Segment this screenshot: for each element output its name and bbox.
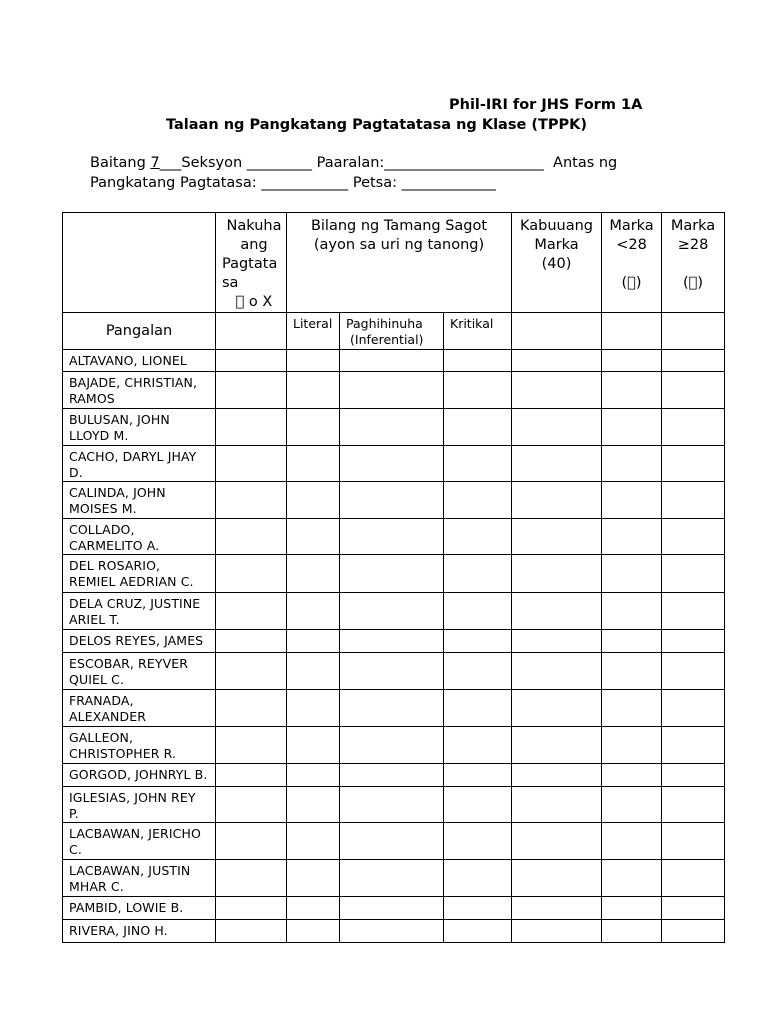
table-row [63, 727, 725, 764]
kabuuang-cell[interactable] [512, 372, 602, 409]
marka-ge28-cell[interactable] [662, 446, 725, 482]
header-paghihinuha: Paghihinuha (Inferential) [340, 313, 444, 350]
marka-lt28-cell[interactable] [602, 482, 662, 519]
student-name: CACHO, DARYL JHAY D. [63, 446, 216, 482]
nakuha-cell[interactable] [216, 787, 287, 823]
marka-lt28-cell[interactable] [602, 409, 662, 446]
paghihinuha-cell[interactable] [340, 823, 444, 860]
nakuha-cell[interactable] [216, 555, 287, 593]
marka-lt28-cell[interactable] [602, 897, 662, 920]
student-name: COLLADO, CARMELITO A. [63, 519, 216, 555]
marka-ge28-cell[interactable] [662, 727, 725, 764]
kabuuang-cell[interactable] [512, 764, 602, 787]
paghihinuha-cell[interactable] [340, 690, 444, 727]
marka-lt28-cell[interactable] [602, 555, 662, 593]
kritikal-cell[interactable] [444, 372, 512, 409]
kritikal-cell[interactable] [444, 630, 512, 653]
kabuuang-cell[interactable] [512, 860, 602, 897]
paghihinuha-cell[interactable] [340, 897, 444, 920]
baitang-label: Baitang [90, 155, 151, 171]
marka-ge28-cell[interactable] [662, 630, 725, 653]
form-code: Phil-IRI for JHS Form 1A [449, 97, 643, 113]
literal-cell[interactable] [287, 350, 340, 372]
kabuuang-cell[interactable] [512, 630, 602, 653]
paghihinuha-cell[interactable] [340, 555, 444, 593]
kabuuang-cell[interactable] [512, 350, 602, 372]
nakuha-cell[interactable] [216, 823, 287, 860]
kritikal-cell[interactable] [444, 690, 512, 727]
marka-ge28-cell[interactable] [662, 409, 725, 446]
marka-lt28-cell[interactable] [602, 860, 662, 897]
marka-ge28-cell[interactable] [662, 593, 725, 630]
nakuha-cell[interactable] [216, 920, 287, 943]
info-line-2: Pangkatang Pagtatasa: ____________ Petsa: _____________ [90, 175, 496, 191]
nakuha-cell[interactable] [216, 630, 287, 653]
table-row [63, 482, 725, 519]
kabuuang-cell[interactable] [512, 653, 602, 690]
kritikal-cell[interactable] [444, 446, 512, 482]
marka-lt28-cell[interactable] [602, 519, 662, 555]
student-name: DELA CRUZ, JUSTINE ARIEL T. [63, 593, 216, 630]
kabuuang-cell[interactable] [512, 593, 602, 630]
marka-lt28-cell[interactable] [602, 372, 662, 409]
kabuuang-cell[interactable] [512, 555, 602, 593]
marka-lt28-cell[interactable] [602, 764, 662, 787]
nakuha-cell[interactable] [216, 482, 287, 519]
marka-lt28-cell[interactable] [602, 787, 662, 823]
paghihinuha-cell[interactable] [340, 630, 444, 653]
subheader-blank-cell [512, 313, 602, 350]
header-marka-ge28: Marka ≥28 ( ) [662, 213, 725, 313]
header-kritikal: Kritikal [444, 313, 512, 350]
nakuha-cell[interactable] [216, 764, 287, 787]
kritikal-cell[interactable] [444, 920, 512, 943]
table-row [63, 823, 725, 860]
kritikal-cell[interactable] [444, 593, 512, 630]
student-name: LACBAWAN, JERICHO C. [63, 823, 216, 860]
kabuuang-cell[interactable] [512, 519, 602, 555]
student-name: FRANADA, ALEXANDER [63, 690, 216, 727]
literal-cell[interactable] [287, 482, 340, 519]
kabuuang-cell[interactable] [512, 690, 602, 727]
literal-cell[interactable] [287, 787, 340, 823]
table-row [63, 630, 725, 653]
kritikal-cell[interactable] [444, 764, 512, 787]
literal-cell[interactable] [287, 920, 340, 943]
table-row [63, 787, 725, 823]
marka-ge28-cell[interactable] [662, 897, 725, 920]
student-name: RIVERA, JINO H. [63, 920, 216, 943]
marka-lt28-cell[interactable] [602, 653, 662, 690]
kabuuang-cell[interactable] [512, 446, 602, 482]
nakuha-cell[interactable] [216, 409, 287, 446]
kritikal-cell[interactable] [444, 653, 512, 690]
form-title: Talaan ng Pangkatang Pagtatatasa ng Klase (TPPK) [166, 117, 587, 133]
table-row [63, 350, 725, 372]
header-pangalan: Pangalan [63, 313, 216, 350]
paghihinuha-cell[interactable] [340, 593, 444, 630]
student-name: LACBAWAN, JUSTIN MHAR C. [63, 860, 216, 897]
paghihinuha-cell[interactable] [340, 653, 444, 690]
literal-cell[interactable] [287, 593, 340, 630]
table-row [63, 519, 725, 555]
paghihinuha-cell[interactable] [340, 409, 444, 446]
literal-cell[interactable] [287, 690, 340, 727]
student-name: DEL ROSARIO, REMIEL AEDRIAN C. [63, 555, 216, 593]
marka-lt28-cell[interactable] [602, 630, 662, 653]
student-name: PAMBID, LOWIE B. [63, 897, 216, 920]
roster-table [62, 212, 725, 943]
paghihinuha-cell[interactable] [340, 519, 444, 555]
paghihinuha-cell[interactable] [340, 482, 444, 519]
kritikal-cell[interactable] [444, 787, 512, 823]
table-row [63, 555, 725, 593]
subheader-blank-cell [216, 313, 287, 350]
table-row [63, 653, 725, 690]
student-name: DELOS REYES, JAMES [63, 630, 216, 653]
student-name: ESCOBAR, REYVER QUIEL C. [63, 653, 216, 690]
paghihinuha-cell[interactable] [340, 446, 444, 482]
info-line-1 [90, 155, 617, 171]
kritikal-cell[interactable] [444, 350, 512, 372]
marka-ge28-cell[interactable] [662, 764, 725, 787]
literal-cell[interactable] [287, 519, 340, 555]
baitang-value: 7 [150, 155, 160, 171]
paghihinuha-cell[interactable] [340, 787, 444, 823]
header-marka-lt28: Marka <28 ( ) [602, 213, 662, 313]
kritikal-cell[interactable] [444, 823, 512, 860]
nakuha-cell[interactable] [216, 653, 287, 690]
kritikal-cell[interactable] [444, 482, 512, 519]
nakuha-cell[interactable] [216, 519, 287, 555]
student-name: IGLESIAS, JOHN REY P. [63, 787, 216, 823]
marka-ge28-cell[interactable] [662, 860, 725, 897]
paghihinuha-cell[interactable] [340, 372, 444, 409]
literal-cell[interactable] [287, 555, 340, 593]
marka-lt28-cell[interactable] [602, 920, 662, 943]
nakuha-cell[interactable] [216, 593, 287, 630]
literal-cell[interactable] [287, 897, 340, 920]
kabuuang-cell[interactable] [512, 920, 602, 943]
section-school-fields: ___Seksyon _________ Paaralan:______________________ Antas ng [159, 155, 618, 171]
header-kabuuang: Kabuuang Marka (40) [512, 213, 602, 313]
kabuuang-cell[interactable] [512, 787, 602, 823]
student-name: BULUSAN, JOHN LLOYD M. [63, 409, 216, 446]
nakuha-cell[interactable] [216, 446, 287, 482]
nakuha-cell[interactable] [216, 372, 287, 409]
subheader-blank-cell [602, 313, 662, 350]
table-row [63, 446, 725, 482]
marka-lt28-cell[interactable] [602, 350, 662, 372]
table-row [63, 897, 725, 920]
marka-ge28-cell[interactable] [662, 482, 725, 519]
nakuha-cell[interactable] [216, 690, 287, 727]
header-bilang: Bilang ng Tamang Sagot (ayon sa uri ng tanong) [287, 213, 512, 313]
paghihinuha-cell[interactable] [340, 764, 444, 787]
marka-ge28-cell[interactable] [662, 920, 725, 943]
kritikal-cell[interactable] [444, 897, 512, 920]
kabuuang-cell[interactable] [512, 727, 602, 764]
literal-cell[interactable] [287, 653, 340, 690]
student-name: GORGOD, JOHNRYL B. [63, 764, 216, 787]
student-name: BAJADE, CHRISTIAN, RAMOS [63, 372, 216, 409]
literal-cell[interactable] [287, 372, 340, 409]
paghihinuha-cell[interactable] [340, 920, 444, 943]
table-row [63, 372, 725, 409]
marka-ge28-cell[interactable] [662, 690, 725, 727]
literal-cell[interactable] [287, 860, 340, 897]
paghihinuha-cell[interactable] [340, 727, 444, 764]
literal-cell[interactable] [287, 409, 340, 446]
kritikal-cell[interactable] [444, 519, 512, 555]
kabuuang-cell[interactable] [512, 897, 602, 920]
nakuha-cell[interactable] [216, 727, 287, 764]
marka-ge28-cell[interactable] [662, 823, 725, 860]
marka-ge28-cell[interactable] [662, 372, 725, 409]
table-row [63, 920, 725, 943]
marka-lt28-cell[interactable] [602, 823, 662, 860]
marka-ge28-cell[interactable] [662, 350, 725, 372]
subheader-blank-cell [662, 313, 725, 350]
table-row [63, 764, 725, 787]
nakuha-cell[interactable] [216, 350, 287, 372]
kritikal-cell[interactable] [444, 860, 512, 897]
marka-ge28-cell[interactable] [662, 653, 725, 690]
marka-ge28-cell[interactable] [662, 519, 725, 555]
marka-lt28-cell[interactable] [602, 690, 662, 727]
nakuha-cell[interactable] [216, 860, 287, 897]
literal-cell[interactable] [287, 446, 340, 482]
table-row [63, 690, 725, 727]
kritikal-cell[interactable] [444, 727, 512, 764]
marka-lt28-cell[interactable] [602, 446, 662, 482]
kabuuang-cell[interactable] [512, 409, 602, 446]
paghihinuha-cell[interactable] [340, 860, 444, 897]
kabuuang-cell[interactable] [512, 823, 602, 860]
header-nakuha: Nakuha ang Pagtata sa   o X [216, 213, 287, 313]
table-row [63, 409, 725, 446]
literal-cell[interactable] [287, 823, 340, 860]
header-blank-cell [63, 213, 216, 313]
literal-cell[interactable] [287, 630, 340, 653]
table-row [63, 860, 725, 897]
table-row [63, 593, 725, 630]
student-name: CALINDA, JOHN MOISES M. [63, 482, 216, 519]
kritikal-cell[interactable] [444, 409, 512, 446]
student-name: ALTAVANO, LIONEL [63, 350, 216, 372]
kritikal-cell[interactable] [444, 555, 512, 593]
marka-lt28-cell[interactable] [602, 593, 662, 630]
nakuha-cell[interactable] [216, 897, 287, 920]
literal-cell[interactable] [287, 727, 340, 764]
header-literal: Literal [287, 313, 340, 350]
kabuuang-cell[interactable] [512, 482, 602, 519]
marka-ge28-cell[interactable] [662, 555, 725, 593]
marka-ge28-cell[interactable] [662, 787, 725, 823]
marka-lt28-cell[interactable] [602, 727, 662, 764]
paghihinuha-cell[interactable] [340, 350, 444, 372]
literal-cell[interactable] [287, 764, 340, 787]
student-name: GALLEON, CHRISTOPHER R. [63, 727, 216, 764]
